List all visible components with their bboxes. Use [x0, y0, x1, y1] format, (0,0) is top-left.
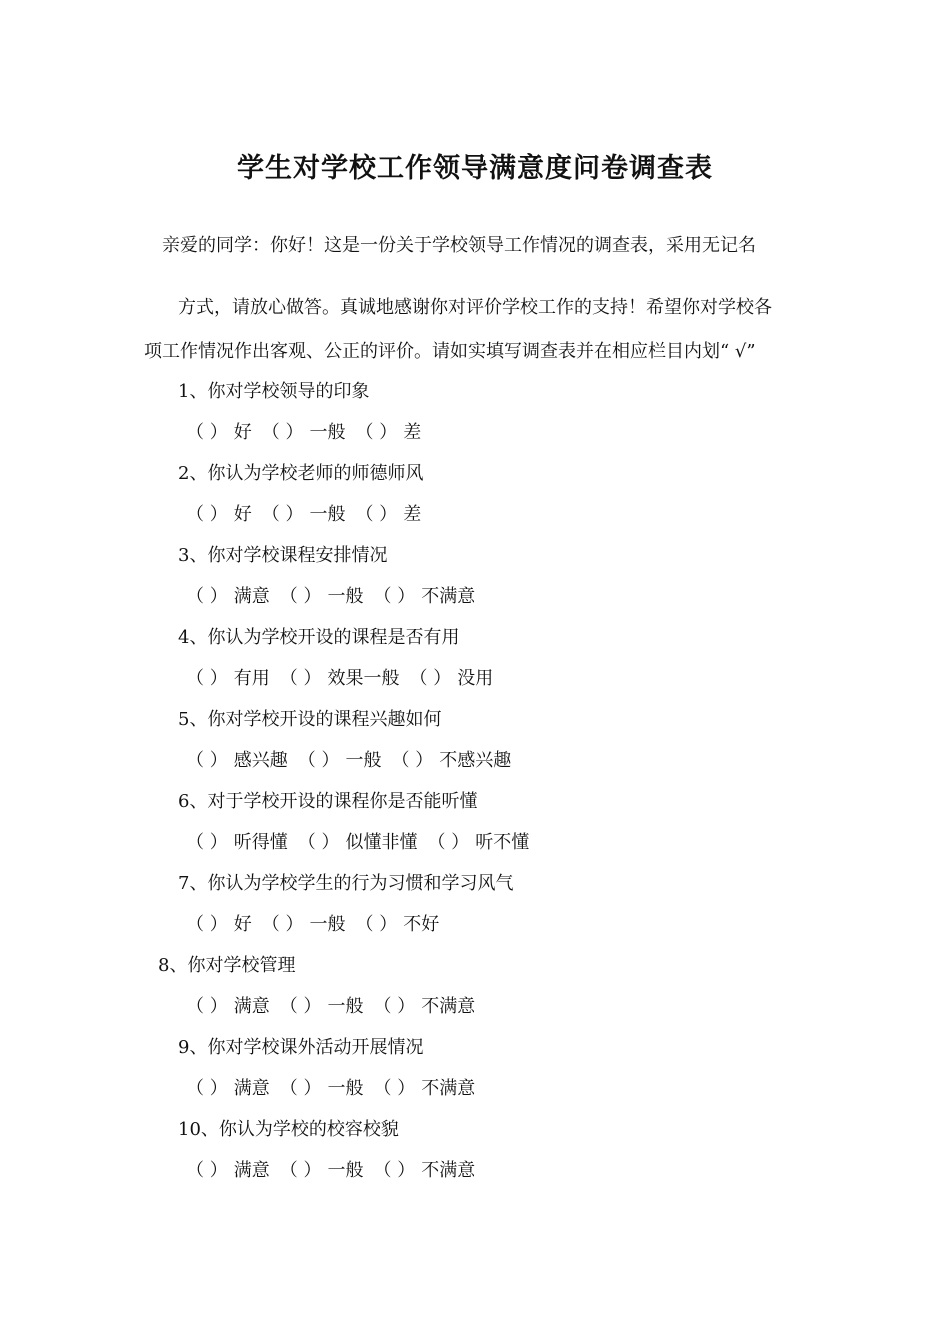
option-item[interactable]	[262, 503, 346, 527]
checkbox-parens[interactable]: （ ）	[186, 996, 228, 1017]
option-label: 效果一般	[327, 668, 400, 689]
option-item[interactable]	[186, 585, 270, 609]
question-text: 10、你认为学校的校容校貌	[178, 1119, 399, 1140]
checkbox-parens[interactable]: （ ）	[279, 1078, 322, 1099]
option-item[interactable]	[186, 749, 288, 773]
option-label: 满意	[233, 586, 270, 607]
option-item[interactable]	[186, 421, 252, 445]
option-row	[186, 503, 431, 527]
option-row	[186, 1077, 485, 1101]
option-label: 好	[233, 914, 252, 935]
checkbox-parens[interactable]: （ ）	[279, 996, 322, 1017]
document-title: 学生对学校工作领导满意度问卷调查表	[237, 153, 713, 184]
checkbox-parens[interactable]: （ ）	[186, 504, 228, 525]
option-row	[186, 913, 449, 937]
option-label: 一般	[309, 422, 346, 443]
option-item[interactable]	[280, 1077, 364, 1101]
option-row	[186, 421, 431, 445]
question-text: 1、你对学校领导的印象	[178, 381, 370, 402]
checkbox-parens[interactable]: （ ）	[297, 832, 340, 853]
option-label: 满意	[233, 996, 270, 1017]
checkbox-parens[interactable]: （ ）	[279, 668, 322, 689]
option-label: 不满意	[421, 1160, 476, 1181]
intro-line-1: 亲爱的同学：你好！这是一份关于学校领导工作情况的调查表，采用无记名	[162, 235, 756, 256]
option-item[interactable]	[355, 421, 421, 445]
checkbox-parens[interactable]: （ ）	[186, 750, 228, 771]
option-label: 一般	[327, 996, 364, 1017]
checkbox-parens[interactable]: （ ）	[409, 668, 452, 689]
option-label: 好	[233, 504, 252, 525]
checkbox-parens[interactable]: （ ）	[186, 1160, 228, 1181]
option-label: 一般	[345, 750, 382, 771]
checkbox-parens[interactable]: （ ）	[391, 750, 434, 771]
checkbox-parens[interactable]: （ ）	[373, 996, 416, 1017]
checkbox-parens[interactable]: （ ）	[186, 914, 228, 935]
option-label: 似懂非懂	[345, 832, 418, 853]
option-item[interactable]	[409, 667, 493, 691]
option-item[interactable]	[262, 421, 346, 445]
question-text: 4、你认为学校开设的课程是否有用	[178, 627, 460, 648]
option-item[interactable]	[186, 667, 270, 691]
option-item[interactable]	[280, 585, 364, 609]
option-label: 不感兴趣	[439, 750, 512, 771]
option-label: 一般	[309, 914, 346, 935]
option-label: 一般	[327, 1078, 364, 1099]
checkbox-parens[interactable]: （ ）	[355, 914, 398, 935]
option-row	[186, 831, 539, 855]
option-item[interactable]	[355, 503, 421, 527]
option-label: 一般	[309, 504, 346, 525]
checkbox-parens[interactable]: （ ）	[355, 422, 398, 443]
option-item[interactable]	[391, 749, 511, 773]
option-item[interactable]	[355, 913, 439, 937]
checkbox-parens[interactable]: （ ）	[186, 586, 228, 607]
intro-line-2: 方式，请放心做答。真诚地感谢你对评价学校工作的支持！希望你对学校各	[178, 297, 772, 318]
checkbox-parens[interactable]: （ ）	[279, 1160, 322, 1181]
option-label: 没用	[457, 668, 494, 689]
option-item[interactable]	[186, 995, 270, 1019]
option-row	[186, 995, 485, 1019]
option-item[interactable]	[262, 913, 346, 937]
option-item[interactable]	[280, 667, 400, 691]
question-text: 7、你认为学校学生的行为习惯和学习风气	[178, 873, 514, 894]
checkbox-parens[interactable]: （ ）	[261, 914, 304, 935]
option-item[interactable]	[298, 831, 418, 855]
option-label: 好	[233, 422, 252, 443]
option-item[interactable]	[280, 1159, 364, 1183]
option-label: 差	[403, 422, 422, 443]
option-item[interactable]	[373, 995, 475, 1019]
option-label: 满意	[233, 1160, 270, 1181]
option-item[interactable]	[186, 831, 288, 855]
checkbox-parens[interactable]: （ ）	[355, 504, 398, 525]
intro-line-3: 项工作情况作出客观、公正的评价。请如实填写调查表并在相应栏目内划“ √”	[144, 341, 756, 362]
option-item[interactable]	[280, 995, 364, 1019]
option-row	[186, 667, 503, 691]
checkbox-parens[interactable]: （ ）	[373, 586, 416, 607]
checkbox-parens[interactable]: （ ）	[373, 1078, 416, 1099]
option-row	[186, 585, 485, 609]
checkbox-parens[interactable]: （ ）	[297, 750, 340, 771]
question-text: 2、你认为学校老师的师德师风	[178, 463, 424, 484]
option-label: 一般	[327, 1160, 364, 1181]
option-item[interactable]	[298, 749, 382, 773]
checkbox-parens[interactable]: （ ）	[186, 1078, 228, 1099]
option-label: 一般	[327, 586, 364, 607]
checkbox-parens[interactable]: （ ）	[261, 504, 304, 525]
option-label: 有用	[233, 668, 270, 689]
option-label: 差	[403, 504, 422, 525]
checkbox-parens[interactable]: （ ）	[427, 832, 470, 853]
option-label: 不满意	[421, 996, 476, 1017]
question-text: 5、你对学校开设的课程兴趣如何	[178, 709, 442, 730]
option-label: 听得懂	[233, 832, 288, 853]
question-text: 8、你对学校管理	[158, 955, 296, 976]
question-text: 6、对于学校开设的课程你是否能听懂	[178, 791, 478, 812]
checkbox-parens[interactable]: （ ）	[279, 586, 322, 607]
option-item[interactable]	[186, 1077, 270, 1101]
option-item[interactable]	[186, 503, 252, 527]
checkbox-parens[interactable]: （ ）	[186, 832, 228, 853]
option-label: 不好	[403, 914, 440, 935]
question-text: 3、你对学校课程安排情况	[178, 545, 388, 566]
checkbox-parens[interactable]: （ ）	[186, 668, 228, 689]
checkbox-parens[interactable]: （ ）	[373, 1160, 416, 1181]
option-row	[186, 749, 521, 773]
option-item[interactable]	[427, 831, 529, 855]
option-item[interactable]	[186, 913, 252, 937]
option-label: 满意	[233, 1078, 270, 1099]
checkbox-parens[interactable]: （ ）	[261, 422, 304, 443]
option-item[interactable]	[373, 585, 475, 609]
option-label: 不满意	[421, 1078, 476, 1099]
option-label: 感兴趣	[233, 750, 288, 771]
option-item[interactable]	[373, 1159, 475, 1183]
question-text: 9、你对学校课外活动开展情况	[178, 1037, 424, 1058]
checkbox-parens[interactable]: （ ）	[186, 422, 228, 443]
option-row	[186, 1159, 485, 1183]
option-item[interactable]	[186, 1159, 270, 1183]
option-label: 不满意	[421, 586, 476, 607]
option-label: 听不懂	[475, 832, 530, 853]
option-item[interactable]	[373, 1077, 475, 1101]
